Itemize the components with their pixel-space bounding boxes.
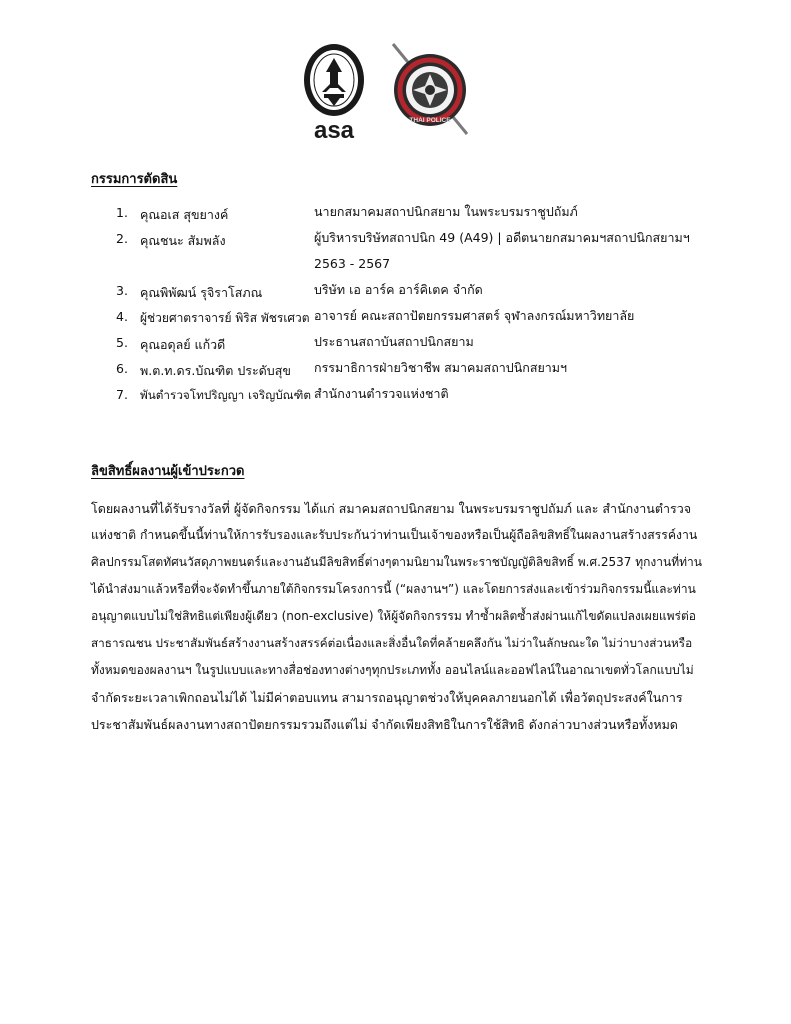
- judge-number: 5.: [116, 335, 128, 350]
- asa-wordmark: asa: [313, 117, 355, 142]
- judge-affiliation: อาจารย์ คณะสถาปัตยกรรมศาสตร์ จุฬาลงกรณ์มหาวิทยาลัย: [314, 308, 635, 323]
- judge-row: [0, 387, 791, 413]
- judge-name: คุณพิพัฒน์ รุจิราโสภณ: [140, 285, 263, 300]
- judges-list: [0, 205, 791, 413]
- paragraph-line: ประชาสัมพันธ์ผลงานทางสถาปัตยกรรมรวมถึงแต่ไม่ จำกัดเพียงสิทธิในการใช้สิทธิ ดังกล่าวบางส่วนหรือทั้งหมด: [91, 717, 678, 732]
- judge-affiliation: ผู้บริหารบริษัทสถาปนิก 49 (A49) | อดีตนายกสมาคมฯสถาปนิกสยามฯ 2563 - 2567: [314, 230, 690, 271]
- header-logos: [0, 38, 791, 148]
- judge-name: คุณอดุลย์ แก้วดี: [140, 337, 226, 352]
- asa-logo: [298, 42, 370, 142]
- judge-number: 6.: [116, 361, 128, 376]
- paragraph-line: แห่งชาติ กำหนดขึ้นนี้ท่านให้การรับรองและรับประกันว่าท่านเป็นเจ้าของหรือเป็นผู้ถือลิขสิทธิ์ในผลงานสร้างสรรค์งาน: [91, 528, 698, 542]
- judge-number: 3.: [116, 283, 128, 298]
- judge-affiliation: นายกสมาคมสถาปนิกสยาม ในพระบรมราชูปถัมภ์: [314, 204, 578, 219]
- judge-number: 7.: [116, 387, 128, 402]
- paragraph-line: อนุญาตแบบไม่ใช่สิทธิแต่เพียงผู้เดียว (non-exclusive) ให้ผู้จัดกิจกรรรม ทำซ้ำผลิตซ้ำส่งผ่านแก้ไขดัดแปลงเผยแพร่ต่อ: [91, 609, 696, 623]
- judge-name: ผู้ช่วยศาตราจารย์ พิริส พัชรเศวต: [140, 311, 310, 325]
- judge-name: คุณอเส สุขยางค์: [140, 207, 229, 222]
- judge-number: 4.: [116, 309, 128, 324]
- judge-affiliation: กรรมาธิการฝ่ายวิชาชีพ สมาคมสถาปนิกสยามฯ: [314, 360, 568, 375]
- copyright-heading: ลิขสิทธิ์ผลงานผู้เข้าประกวด: [91, 464, 245, 479]
- judge-affiliation: บริษัท เอ อาร์ค อาร์คิเตค จำกัด: [314, 282, 483, 297]
- committee-heading: กรรมการตัดสิน: [91, 172, 178, 187]
- police-wordmark: THAI POLICE: [409, 117, 451, 124]
- paragraph-line: สาธารณชน ประชาสัมพันธ์สร้างงานสร้างสรรค์ต่อเนื่องและสิ่งอื่นใดที่คล้ายคลึงกัน ไม่ว่าในลักษณะใด ไม่ว่าบางส่วนหรือ: [91, 636, 693, 650]
- judge-number: 2.: [116, 231, 128, 246]
- royal-thai-police-logo: [389, 40, 471, 138]
- paragraph-line: โดยผลงานที่ได้รับรางวัลที่ ผู้จัดกิจกรรม ได้แก่ สมาคมสถาปนิกสยาม ในพระบรมราชูปถัมภ์ และ สำนักงานตำรวจ: [91, 501, 692, 516]
- judge-row: [0, 231, 791, 283]
- paragraph-line: ได้นำส่งมาแล้วหรือที่จะจัดทำขึ้นภายใต้กิจกรรมโครงการนี้ (“ผลงานฯ”) และโดยการส่งและเข้าร่วมกิจกรรมนี้และท่าน: [91, 582, 696, 596]
- judge-name: พันตำรวจโทปริญญา เจริญบัณฑิต: [140, 388, 311, 402]
- judge-affiliation: ประธานสถาบันสถาปนิกสยาม: [314, 334, 474, 349]
- judge-name: พ.ต.ท.ดร.บัณฑิต ประดับสุข: [140, 363, 291, 378]
- judge-affiliation: สำนักงานตำรวจแห่งชาติ: [314, 386, 449, 401]
- paragraph-line: ทั้งหมดของผลงานฯ ในรูปแบบและทางสื่อช่องทางต่างๆทุกประเภททั้ง ออนไลน์และออฟไลน์ในอาณาเขตทั่วโลกแบบไม่: [91, 663, 694, 677]
- paragraph-line: ศิลปกรรมโสตทัศนวัสดุภาพยนตร์และงานอันมีลิขสิทธิ์ต่างๆตามนิยามในพระราชบัญญัติลิขสิทธิ์ พ.ศ.2537 ทุกงานที่ท่าน: [91, 555, 702, 569]
- judge-number: 1.: [116, 205, 128, 220]
- paragraph-line: จำกัดระยะเวลาเพิกถอนไม่ได้ ไม่มีค่าตอบแทน สามารถอนุญาตช่วงให้บุคคลภายนอกได้ เพื่อวัตถุประสงค์ในการ: [91, 690, 683, 705]
- judge-name: คุณชนะ สัมพลัง: [140, 233, 226, 248]
- copyright-paragraph: [91, 495, 703, 738]
